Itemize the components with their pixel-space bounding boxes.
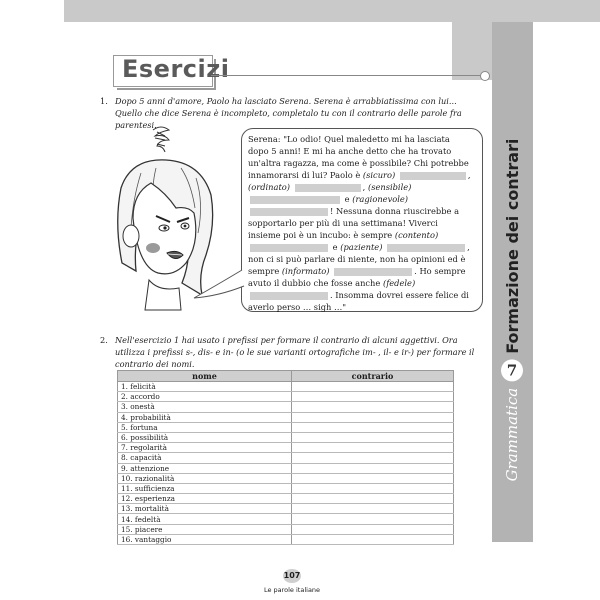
exercise-instructions: Dopo 5 anni d'amore, Paolo ha lasciato Serena. Serena è arrabbiatissima con lui... Quello che dice Serena è incompleto, completalo tu con il contrario delle parole fra parentesi. [115, 96, 462, 130]
noun-cell: 7. regolarità [118, 443, 292, 453]
word-contento: (contento) [394, 230, 439, 240]
table-row [118, 514, 454, 524]
noun-cell: 11. sufficienza [118, 483, 292, 493]
table-row [118, 524, 454, 534]
column-header-nome: nome [118, 371, 292, 382]
answer-blank-contento[interactable] [250, 244, 328, 252]
noun-cell: 3. onestà [118, 402, 292, 412]
noun-cell: 9. attenzione [118, 463, 292, 473]
noun-cell: 6. possibilità [118, 432, 292, 442]
table-row [118, 443, 454, 453]
bubble-part-5: . Insomma dovrei essere felice di averlo perso … sigh …" [248, 290, 469, 312]
answer-blank-informato[interactable] [334, 268, 412, 276]
page-title: Esercizi [122, 55, 230, 83]
word-sensibile: (sensibile) [367, 182, 412, 192]
answer-cell[interactable] [292, 473, 454, 483]
table-row [118, 534, 454, 544]
noun-cell: 4. probabilità [118, 412, 292, 422]
bubble-and-1: e [344, 194, 350, 204]
speech-bubble-tail [190, 260, 250, 310]
noun-cell: 10. razionalità [118, 473, 292, 483]
noun-cell: 14. fedeltà [118, 514, 292, 524]
answer-cell[interactable] [292, 392, 454, 402]
chapter-title: Formazione dei contrari [502, 138, 522, 354]
word-sicuro: (sicuro) [362, 170, 396, 180]
bubble-part-2: ! Nessuna donna riuscirebbe a sopportarlo per più di una settimana! Viverci insieme poi è un incubo: è sempre [248, 206, 460, 240]
answer-blank-sicuro[interactable] [400, 172, 466, 180]
noun-cell: 2. accordo [118, 392, 292, 402]
word-ragionevole: (ragionevole) [352, 194, 409, 204]
answer-cell[interactable] [292, 412, 454, 422]
answer-cell[interactable] [292, 534, 454, 544]
table-row [118, 453, 454, 463]
speech-bubble-text: Serena: "Lo odio! Quel maledetto mi ha lasciata dopo 5 anni! E mi ha anche detto che ha trovato un'altra ragazza, ma come è possibile? Chi potrebbe innamorarsi di lui? Paolo è (sicuro) , (ordinato) , (sensibile) e (ragionevole) ! Nessuna donna riuscirebbe a sopportarlo per più di una settimana! Viverci insieme poi è un incubo: è sempre (contento) e (paziente) , non ci si può parlare di niente, non ha opinioni ed è sempre (informato) . Ho sempre avuto il dubbio che fosse anche (fedele) . Insomma dovrei essere felice di averlo perso … sigh …" [248, 134, 471, 312]
chapter-sidebar-label [492, 80, 533, 540]
table-row [118, 402, 454, 412]
answer-cell[interactable] [292, 463, 454, 473]
page-number: 107 [283, 569, 301, 583]
answer-blank-fedele[interactable] [250, 292, 328, 300]
answer-cell[interactable] [292, 443, 454, 453]
noun-cell: 15. piacere [118, 524, 292, 534]
table-row [118, 422, 454, 432]
table-row [118, 392, 454, 402]
word-fedele: (fedele) [382, 278, 416, 288]
chapter-number: 7 [501, 360, 523, 382]
answer-cell[interactable] [292, 494, 454, 504]
table-row [118, 504, 454, 514]
bubble-part-4: . Ho sempre avuto il dubbio che fosse anche [248, 266, 466, 288]
answer-cell[interactable] [292, 382, 454, 392]
table-row [118, 483, 454, 493]
bubble-and-2: e [332, 242, 338, 252]
exercise-number: 2. [100, 335, 108, 345]
answer-cell[interactable] [292, 504, 454, 514]
table-row [118, 494, 454, 504]
table-header-row [118, 371, 454, 382]
table-row [118, 382, 454, 392]
answer-cell[interactable] [292, 483, 454, 493]
bubble-part-3: , non ci si può parlare di niente, non ha opinioni ed è sempre [248, 242, 470, 276]
header-dot [480, 71, 490, 81]
exercise-number: 1. [100, 96, 108, 106]
word-paziente: (paziente) [340, 242, 383, 252]
answer-cell[interactable] [292, 432, 454, 442]
table-row [118, 473, 454, 483]
anger-scribble-icon [153, 127, 169, 152]
answer-blank-ragionevole[interactable] [250, 208, 328, 216]
column-header-contrario: contrario [292, 371, 454, 382]
word-informato: (informato) [281, 266, 330, 276]
contrari-table [117, 370, 454, 545]
book-title: Le parole italiane [263, 586, 321, 594]
noun-cell: 5. fortuna [118, 422, 292, 432]
answer-blank-sensibile[interactable] [250, 196, 340, 204]
word-ordinato: (ordinato) [248, 182, 291, 192]
bubble-part-1: Serena: "Lo odio! Quel maledetto mi ha lasciata dopo 5 anni! E mi ha anche detto che ha trovato un'altra ragazza, ma come è possibile? Chi potrebbe innamorarsi di lui? Paolo è [248, 134, 469, 180]
answer-cell[interactable] [292, 402, 454, 412]
noun-cell: 1. felicità [118, 382, 292, 392]
table-row [118, 463, 454, 473]
answer-blank-paziente[interactable] [387, 244, 465, 252]
answer-cell[interactable] [292, 524, 454, 534]
noun-cell: 8. capacità [118, 453, 292, 463]
answer-cell[interactable] [292, 514, 454, 524]
answer-cell[interactable] [292, 453, 454, 463]
noun-cell: 12. esperienza [118, 494, 292, 504]
noun-cell: 13. mortalità [118, 504, 292, 514]
sidebar-grammatica: Grammatica [503, 387, 521, 482]
noun-cell: 16. vantaggio [118, 534, 292, 544]
table-row [118, 432, 454, 442]
top-band [64, 0, 600, 22]
header-rule [211, 75, 481, 76]
answer-blank-ordinato[interactable] [295, 184, 361, 192]
exercise-instructions: Nell'esercizio 1 hai usato i prefissi per formare il contrario di alcuni aggettivi. Ora utilizza i prefissi s-, dis- e in- (o le sue varianti ortografiche im- , il- e ir-) per formare il contrario dei nomi. [115, 335, 475, 369]
table-row [118, 412, 454, 422]
answer-cell[interactable] [292, 422, 454, 432]
